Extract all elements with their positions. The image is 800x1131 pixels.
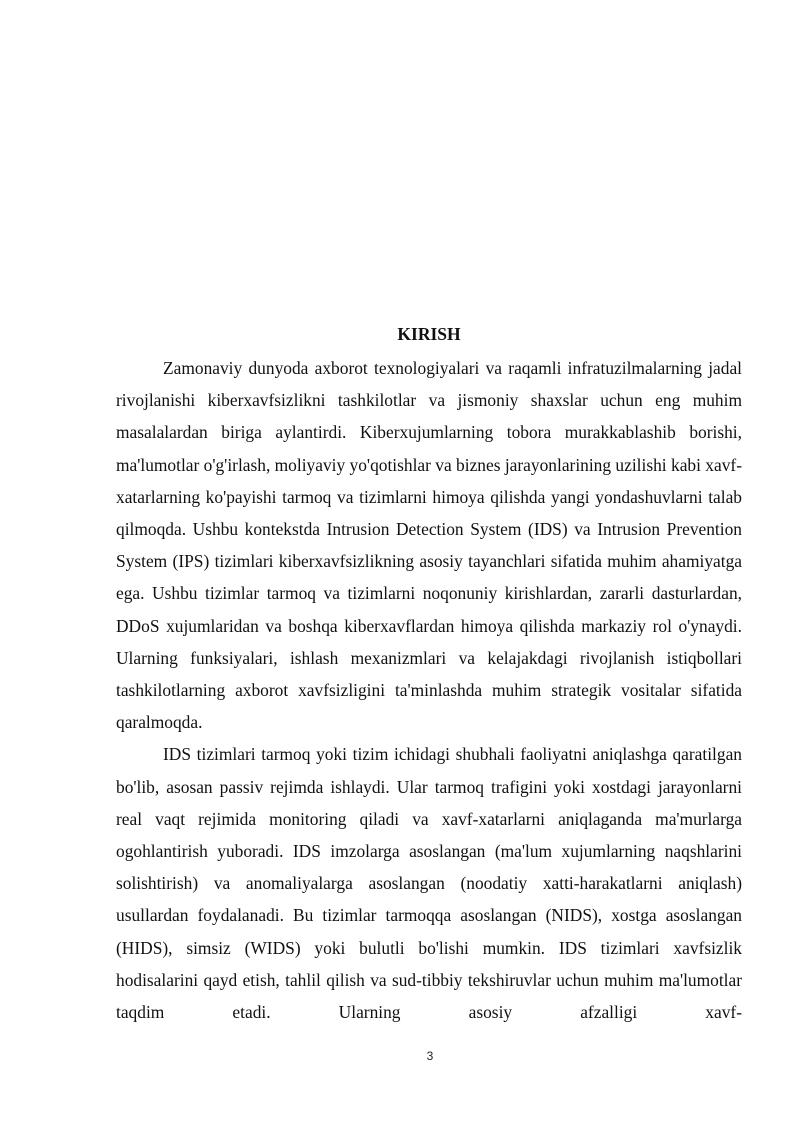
section-title: KIRISH — [397, 324, 461, 344]
paragraph-1: Zamonaviy dunyoda axborot texnologiyalari va raqamli infratuzilmalarning jadal rivojlanishi kiberxavfsizlikni tashkilotlar va jismoniy shaxslar uchun eng muhim masalalardan biriga aylantirdi. Kiberxujumlarning tobora murakkablashib borishi, ma'lumotlar o'g'irlash, moliyaviy yo'qotishlar va biznes jarayonlarining uzilishi kabi xavf-xatarlarning ko'payishi tarmoq va tizimlarni himoya qilishda yangi yondashuvlarni talab qilmoqda. Ushbu kontekstda Intrusion Detection System (IDS) va Intrusion Prevention System (IPS) tizimlari kiberxavfsizlikning asosiy tayanchlari sifatida muhim ahamiyatga ega. Ushbu tizimlar tarmoq va tizimlarni noqonuniy kirishlardan, zararli dasturlardan, DDoS xujumlaridan va boshqa kiberxavflardan himoya qilishda markaziy rol o'ynaydi. Ularning funksiyalari, ishlash mexanizmlari va kelajakdagi rivojlanish istiqbollari tashkilotlarning axborot xavfsizligini ta'minlashda muhim strategik vositalar sifatida qaralmoqda. — [116, 358, 742, 733]
paragraph-2: IDS tizimlari tarmoq yoki tizim ichidagi shubhali faoliyatni aniqlashga qaratilgan bo'lib, asosan passiv rejimda ishlaydi. Ular tarmoq trafigini yoki xostdagi jarayonlarni real vaqt rejimida monitoring qiladi va xavf-xatarlarni aniqlaganda ma'murlarga ogohlantirish yuboradi. IDS imzolarga asoslangan (ma'lum xujumlarning naqshlarini solishtirish) va anomaliyalarga asoslangan (noodatiy xatti-harakatlarni aniqlash) usullardan foydalanadi. Bu tizimlar tarmoqqa asoslangan (NIDS), xostga asoslangan (HIDS), simsiz (WIDS) yoki bulutli bo'lishi mumkin. IDS tizimlari xavfsizlik hodisalarini qayd etish, tahlil qilish va sud-tibbiy tekshiruvlar uchun muhim ma'lumotlar taqdim etadi. Ularning asosiy afzalligi xavf- — [116, 744, 742, 1023]
body-text — [116, 352, 742, 1028]
page-number: 3 — [426, 1049, 434, 1063]
